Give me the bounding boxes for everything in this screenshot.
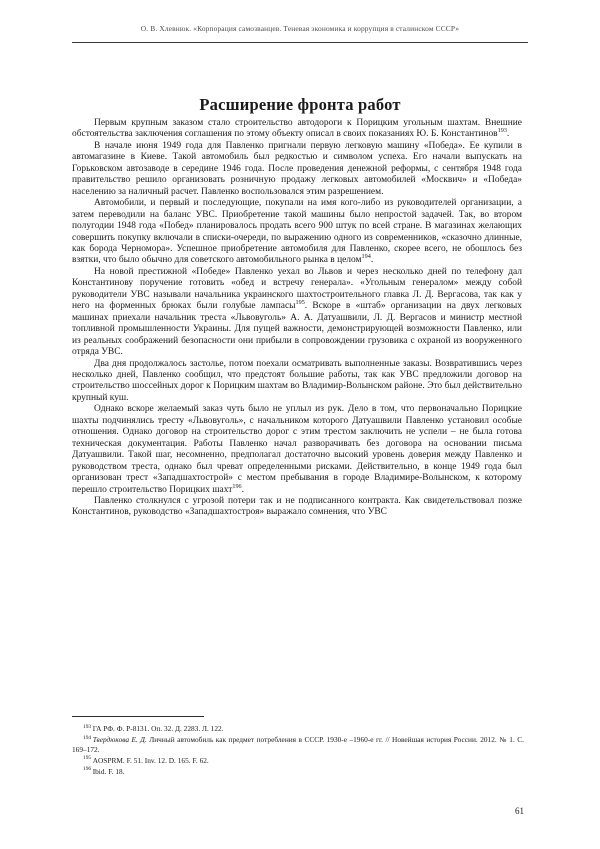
footnote-ref-195[interactable]: 195	[295, 299, 305, 307]
footnote-ref-194[interactable]: 194	[361, 253, 371, 261]
paragraph-3-tail: .	[370, 255, 374, 266]
paragraph-4-text: На новой престижной «Победе» Павленко уехал во Львов и через несколько дней по телефону дал Константинову поручение готовить «обед и встречу генерала». «Угольным генералом» между собой руководители УВС называли начальника украинского шахтостроительного главка Л. Д. Вергасова, так как у него на форменных брюках были голубые лампасы	[72, 266, 522, 312]
paragraph-2-text: В начале июня 1949 года для Павленко пригнали первую легковую машину «Победа». Ее купили в автомагазине в Киеве. Такой автомобиль был редкостью и символом успеха. Его начали выпускать на Горьковском автозаводе в середине 1946 года. После проведения денежной реформы, с сентября 1948 года правительство решило организовать розничную продажу легковых автомобилей «Москвич» и «Победа» населению за наличный расчет. Павленко воспользовался этим разрешением.	[72, 140, 522, 197]
paragraph-3-text: Автомобили, и первый и последующие, покупали на имя кого-либо из руководителей организации, а затем переводили на баланс УВС. Приобретение такой машины было непростой задачей. Так, во втором полугодии 1948 года «Побед» планировалось продать всего 900 штук по всей стране. В магазинах желающих совершить покупку включали в списки-очереди, по выражению одного из современников, «сказочно длинные, как борода Черномора». Успешное приобретение автомобиля для Павленко, скорее всего, не обошлось без взятки, что было обычно для советского автомобильного рынка в целом	[72, 198, 522, 266]
paragraph-7	[72, 496, 522, 519]
footnote-194-author: Твердюкова Е. Д.	[92, 735, 147, 745]
header-rule	[72, 42, 528, 43]
paragraph-6-tail: .	[241, 484, 244, 495]
footnote-195	[72, 756, 524, 766]
page-number: 61	[515, 806, 524, 816]
footnote-193	[72, 724, 524, 734]
paragraph-3	[72, 198, 522, 267]
footnote-196	[72, 767, 524, 777]
footnote-ref-193[interactable]: 193	[497, 127, 507, 135]
paragraph-5-text: Два дня продолжалось застолье, потом поехали осматривать выполненные заказы. Возвратившись через несколько дней, Павленко сообщил, что предстоят большие работы, так как УВС предложили договор на строительство шоссейных дорог к Порицким шахтам во Владимир-Волынском районе. Это был действительно крупный куш.	[72, 358, 522, 403]
page-title: Расширение фронта работ	[199, 95, 401, 115]
footnote-number-196: 196	[83, 766, 92, 773]
footnote-194-text: Личный автомобиль как предмет потребления в СССР. 1930-е –1960-е гг. // Новейшая история России. 2012. № 1. С. 169–172.	[72, 735, 524, 754]
footnote-193-text: ГА РФ. Ф. Р-8131. Оп. 32. Д. 2283. Л. 122.	[92, 724, 224, 733]
footnote-number-194: 194	[83, 734, 92, 741]
footnote-195-text: AOSPRM. F. 51. Inv. 12. D. 165. F. 62.	[92, 755, 209, 765]
paragraph-4-tail: . Вскоре в «штаб» организации на двух легковых машинах приехали начальник треста «Львовуголь» А. А. Датуашвили, Л. Д. Вергасов и министр местной топливной промышленности Украины. Для пущей важности, демонстрирующей возможности Павленко, или из реальных соображений безопасности они прибыли в сопровождении грузовика с охраной из вооруженного отряда УВС.	[72, 301, 522, 358]
paragraph-7-text: Павленко столкнулся с угрозой потери так и не подписанного контракта. Как свидетельствовал позже Константинов, руководство «Западшахтостроя» выражало сомнения, что УВС	[72, 495, 522, 518]
paragraph-1	[72, 118, 522, 141]
footnote-196-text: Ibid. F. 18.	[92, 766, 125, 776]
footnotes-section	[72, 724, 524, 778]
paragraph-6	[72, 404, 522, 496]
body-text-column	[72, 118, 522, 519]
paragraph-2	[72, 141, 522, 198]
footnote-194	[72, 735, 524, 754]
paragraph-1-text: Первым крупным заказом стало строительство автодороги к Порицким угольным шахтам. Внешние обстоятельства заключения соглашения по этому объекту описал в своих показаниях Ю. Б. Константинов	[72, 118, 522, 140]
running-head	[72, 24, 528, 33]
paragraph-4	[72, 267, 522, 359]
paragraph-1-tail: .	[506, 129, 510, 140]
paragraph-5	[72, 359, 522, 405]
running-head-text: О. В. Хлевнюк. «Корпорация самозванцев. Теневая экономика и коррупция в сталинском СССР»	[140, 24, 460, 33]
footnote-number-193: 193	[83, 723, 92, 730]
footnote-separator-rule	[72, 716, 204, 717]
footnote-number-195: 195	[83, 755, 92, 762]
paragraph-6-text: Однако вскоре желаемый заказ чуть было не уплыл из рук. Дело в том, что первоначально Порицкие шахты подчинялись тресту «Львовуголь», с начальником которого Датуашвили Павленко установил особые отношения. Однако договор на строительство дорог с этим трестом заключить не успели – не была готова техническая документация. Работы Павленко начал разворачивать без договора на основании письма Датуашвили. Такой шаг, несомненно, предполагал достаточно высокий уровень доверия между Павленко и руководством треста, однако был чреват определенными рисками. Действительно, в конце 1949 года был организован трест «Западшахтострой» с местом пребывания в городе Владимире-Волынском, к которому перешло строительство Порицких шахт	[72, 404, 522, 495]
footnote-ref-196[interactable]: 196	[232, 482, 242, 490]
